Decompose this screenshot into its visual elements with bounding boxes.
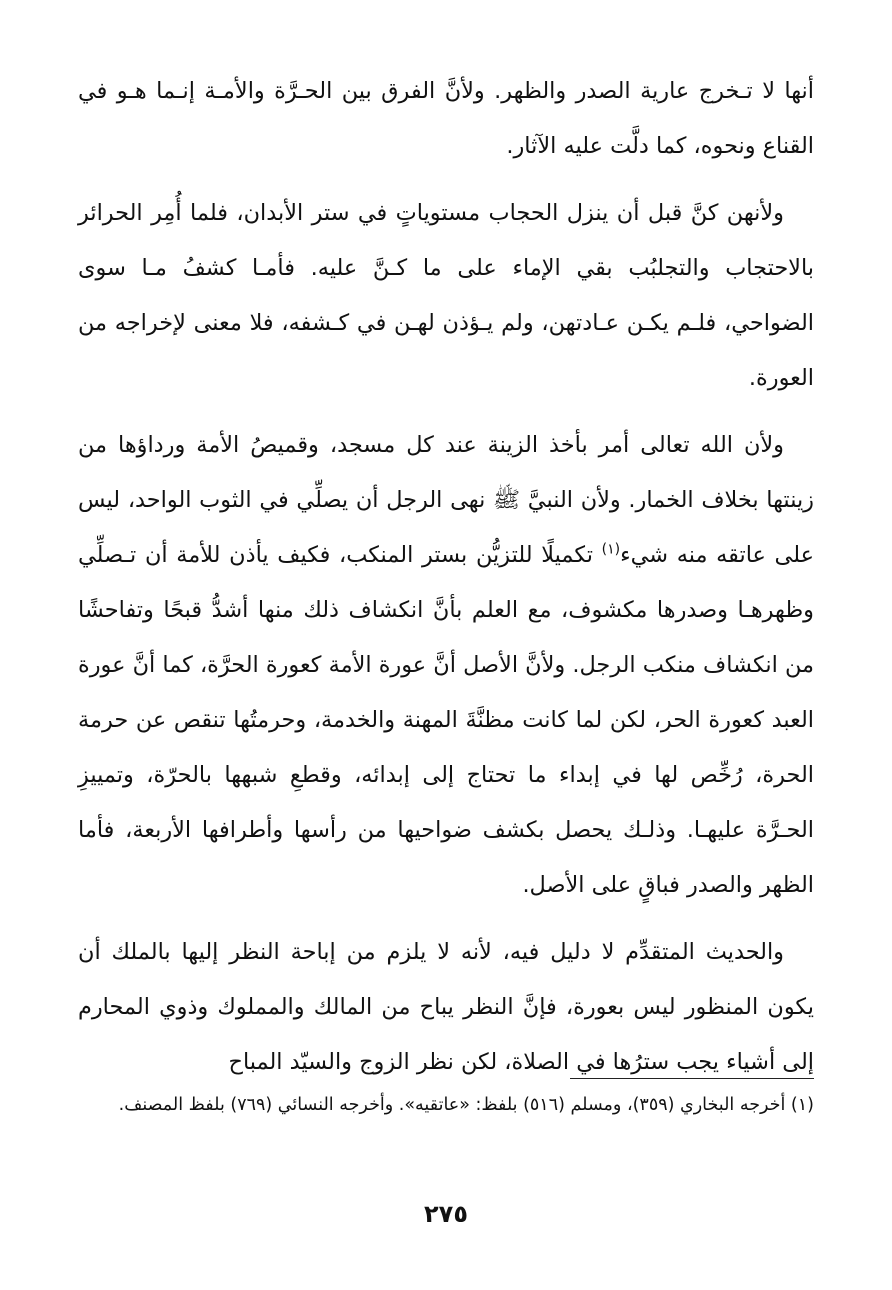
paragraph-1: أنها لا تـخرج عارية الصدر والظهر. ولأنَّ الفرق بين الحـرَّة والأمـة إنـما هـو في القناع ونحوه، كما دلَّت عليه الآثار. <box>78 78 814 159</box>
footnote-text: (١) أخرجه البخاري (٣٥٩)، ومسلم (٥١٦) بلفظ: «عاتقيه». وأخرجه النسائي (٧٦٩) بلفظ المصنف. <box>118 1095 814 1115</box>
paragraph-3-end: ما تحتاج إلى إبدائه، وقطعِ شبهها بالحرّة، وتمييزِ الحـرَّة عليهـا. وذلـك يحصل بكشف ضواحيها من رأسها وأطرافها الأربعة، فأما الظهر والصدر فباقٍ على الأصل. <box>78 762 814 898</box>
page-number: ٢٧٥ <box>424 1200 468 1228</box>
paragraph-4: والحديث المتقدِّم لا دليل فيه، لأنه لا يلزم من إباحة النظر إليها بالملك أن يكون المنظور ليس بعورة، فإنَّ النظر يباح من المالك والمملوك وذوي المحارم إلى أشياء يجب سترُها في الصلاة، لكن نظر الزوج والسيّد المباح <box>78 939 814 1075</box>
paragraph-3 <box>78 418 814 913</box>
paragraph-3-continuation: تكميلًا للتزيُّن بستر المنكب، فكيف يأذن للأمة أن تـصلِّي وظهرهـا وصدرها مكشوف، مع العلم بأنَّ انكشاف ذلك منها أشدُّ قبحًا وتفاحشًا من انكشاف منكب الرجل. ولأنَّ الأصل أنَّ عورة الأمة كعورة الحرَّة، كما أنَّ عورة العبد كعورة الحر، لكن لما كانت مظنَّةَ المهنة والخدمة، وحرمتُها تنقص عن حرمة الحرة، رُخِّص لها في إبداء <box>78 542 814 788</box>
paragraph-3-text: ولأن الله تعالى أمر بأخذ الزينة عند كل مسجد، وقميصُ الأمة ورداؤها من زينتها بخلاف الخمار. ولأن النبيَّ ﷺ نهى الرجل أن يصلِّي في الثوب الواحد، ليس على عاتقه منه شيء <box>78 432 814 568</box>
page-body <box>78 64 814 1102</box>
footnote-divider <box>570 1078 814 1079</box>
paragraph-2: ولأنهن كنَّ قبل أن ينزل الحجاب مستوياتٍ في ستر الأبدان، فلما أُمِر الحرائر بالاحتجاب والتجلبُب بقي الإماء على ما كـنَّ عليه. فأمـا كشفُ مـا سوى الضواحي، فلـم يكـن عـادتهن، ولم يـؤذن لهـن في كـشفه، فلا معنى لإخراجه من العورة. <box>78 200 814 391</box>
footnote-reference[interactable]: (١) <box>601 541 621 558</box>
